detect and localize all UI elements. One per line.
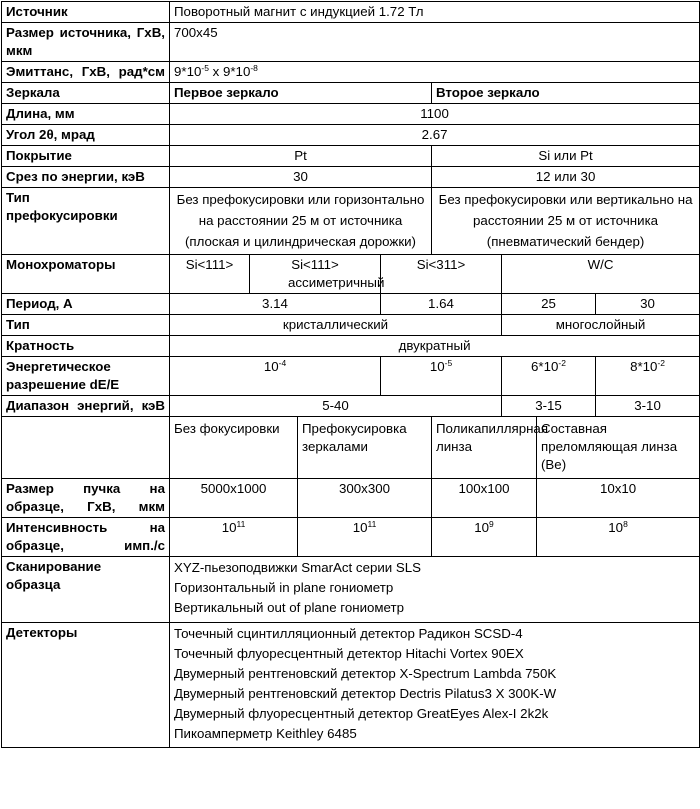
row-type	[2, 315, 700, 336]
detector-line-2: Точечный флуоресцентный детектор Hitachi Vortex 90EX	[174, 646, 524, 661]
resolution-2	[381, 357, 502, 396]
intensity-3-exp: 9	[489, 519, 494, 529]
emittance-mid: x 9*10	[208, 64, 251, 79]
detector-line-6: Пикоамперметр Keithley 6485	[174, 726, 357, 741]
mono-si111: Si<111>	[170, 255, 250, 294]
label-length: Длина, мм	[2, 104, 170, 125]
energy-range-1: 5-40	[170, 396, 502, 417]
label-energy-range: Диапазон энергий, кэВ	[2, 396, 170, 417]
value-emittance	[170, 62, 700, 83]
label-emittance: Эмиттанс, ГхВ, рад*см	[2, 62, 170, 83]
type-multilayer: многослойный	[502, 315, 700, 336]
label-multiplicity: Кратность	[2, 336, 170, 357]
energy-range-2: 3-15	[502, 396, 596, 417]
label-beam-size: Размер пучка на образце, ГхВ, мкм	[2, 479, 170, 518]
value-source: Поворотный магнит с индукцией 1.72 Тл	[170, 2, 700, 23]
row-intensity	[2, 518, 700, 557]
beam-size-3: 100x100	[432, 479, 537, 518]
emittance-base-1: 9*10	[174, 64, 202, 79]
focus-mode-2: Префокусировка зеркалами	[298, 417, 432, 479]
resolution-4	[596, 357, 700, 396]
beamline-spec-table	[1, 1, 700, 748]
value-length: 1100	[170, 104, 700, 125]
resolution-4-exp: -2	[657, 358, 666, 368]
resolution-2-exp: -5	[444, 358, 453, 368]
label-coating: Покрытие	[2, 146, 170, 167]
value-angle: 2.67	[170, 125, 700, 146]
row-period	[2, 294, 700, 315]
row-scanning	[2, 557, 700, 623]
row-focus-modes	[2, 417, 700, 479]
period-1: 3.14	[170, 294, 381, 315]
label-scanning: Сканирование образца	[2, 557, 170, 623]
value-detectors	[170, 623, 700, 748]
emittance-exp-1: -5	[201, 63, 209, 73]
row-source-size	[2, 23, 700, 62]
intensity-1-base: 10	[221, 520, 237, 535]
resolution-1	[170, 357, 381, 396]
intensity-2-exp: 11	[367, 519, 377, 529]
label-angle: Угол 2θ, мрад	[2, 125, 170, 146]
row-detectors	[2, 623, 700, 748]
label-prefocus: Тип префокусировки	[2, 188, 170, 255]
row-monochromators	[2, 255, 700, 294]
detector-line-3: Двумерный рентгеновский детектор X-Spectrum Lambda 750K	[174, 666, 557, 681]
energy-cut-second: 12 или 30	[432, 167, 700, 188]
intensity-3-base: 10	[474, 520, 490, 535]
resolution-3-base: 6*10	[531, 359, 559, 374]
label-source-size: Размер источника, ГхВ, мкм	[2, 23, 170, 62]
label-intensity: Интенсивность на образце, имп./с	[2, 518, 170, 557]
mono-wc: W/C	[502, 255, 700, 294]
period-3: 25	[502, 294, 596, 315]
first-mirror-header: Первое зеркало	[170, 83, 432, 104]
scanning-line-1: XYZ-пьезоподвижки SmarAct серии SLS	[174, 560, 422, 575]
label-period: Период, А	[2, 294, 170, 315]
row-angle	[2, 125, 700, 146]
intensity-2	[298, 518, 432, 557]
row-beam-size	[2, 479, 700, 518]
row-coating	[2, 146, 700, 167]
label-energy-cut: Срез по энергии, кэВ	[2, 167, 170, 188]
detector-line-5: Двумерный флуоресцентный детектор GreatEyes Alex-I 2k2k	[174, 706, 549, 721]
focus-mode-4: Составная преломляющая линза (Be)	[537, 417, 700, 479]
intensity-1	[170, 518, 298, 557]
coating-first: Pt	[170, 146, 432, 167]
prefocus-second: Без префокусировки или вертикально на расстоянии 25 м от источника (пневматический бендер)	[432, 188, 700, 255]
mono-si311: Si<311>	[381, 255, 502, 294]
intensity-1-exp: 11	[236, 519, 246, 529]
emittance-exp-2: -8	[250, 63, 258, 73]
period-4: 30	[596, 294, 700, 315]
focus-mode-1: Без фокусировки	[170, 417, 298, 479]
intensity-2-base: 10	[352, 520, 368, 535]
row-energy-range	[2, 396, 700, 417]
mono-si111-asym: Si<111> ассиметричный	[250, 255, 381, 294]
row-source	[2, 2, 700, 23]
energy-cut-first: 30	[170, 167, 432, 188]
focus-modes-empty	[2, 417, 170, 479]
label-source: Источник	[2, 2, 170, 23]
intensity-3	[432, 518, 537, 557]
row-energy-cut	[2, 167, 700, 188]
beam-size-2: 300x300	[298, 479, 432, 518]
value-multiplicity: двукратный	[170, 336, 700, 357]
value-source-size: 700x45	[170, 23, 700, 62]
row-mirrors	[2, 83, 700, 104]
resolution-2-base: 10	[429, 359, 445, 374]
row-resolution	[2, 357, 700, 396]
focus-mode-3: Поликапиллярная линза	[432, 417, 537, 479]
energy-range-3: 3-10	[596, 396, 700, 417]
intensity-4	[537, 518, 700, 557]
resolution-1-base: 10	[263, 359, 279, 374]
label-monochromators: Монохроматоры	[2, 255, 170, 294]
beam-size-4: 10x10	[537, 479, 700, 518]
row-emittance	[2, 62, 700, 83]
label-mirrors: Зеркала	[2, 83, 170, 104]
resolution-4-base: 8*10	[630, 359, 658, 374]
beam-size-1: 5000x1000	[170, 479, 298, 518]
coating-second: Si или Pt	[432, 146, 700, 167]
type-crystal: кристаллический	[170, 315, 502, 336]
prefocus-first: Без префокусировки или горизонтально на расстоянии 25 м от источника (плоская и цилиндрическая дорожки)	[170, 188, 432, 255]
detector-line-1: Точечный сцинтилляционный детектор Радикон SCSD-4	[174, 626, 523, 641]
value-scanning	[170, 557, 700, 623]
detector-line-4: Двумерный рентгеновский детектор Dectris Pilatus3 X 300K-W	[174, 686, 557, 701]
scanning-line-2: Горизонтальный in plane гониометр	[174, 580, 394, 595]
resolution-3-exp: -2	[558, 358, 566, 368]
label-resolution: Энергетическое разрешение dE/E	[2, 357, 170, 396]
label-type: Тип	[2, 315, 170, 336]
row-multiplicity	[2, 336, 700, 357]
resolution-1-exp: -4	[278, 358, 287, 368]
row-length	[2, 104, 700, 125]
second-mirror-header: Второе зеркало	[432, 83, 700, 104]
resolution-3	[502, 357, 596, 396]
scanning-line-3: Вертикальный out of plane гониометр	[174, 600, 404, 615]
period-2: 1.64	[381, 294, 502, 315]
intensity-4-exp: 8	[623, 519, 628, 529]
intensity-4-base: 10	[608, 520, 624, 535]
label-detectors: Детекторы	[2, 623, 170, 748]
row-prefocus	[2, 188, 700, 255]
